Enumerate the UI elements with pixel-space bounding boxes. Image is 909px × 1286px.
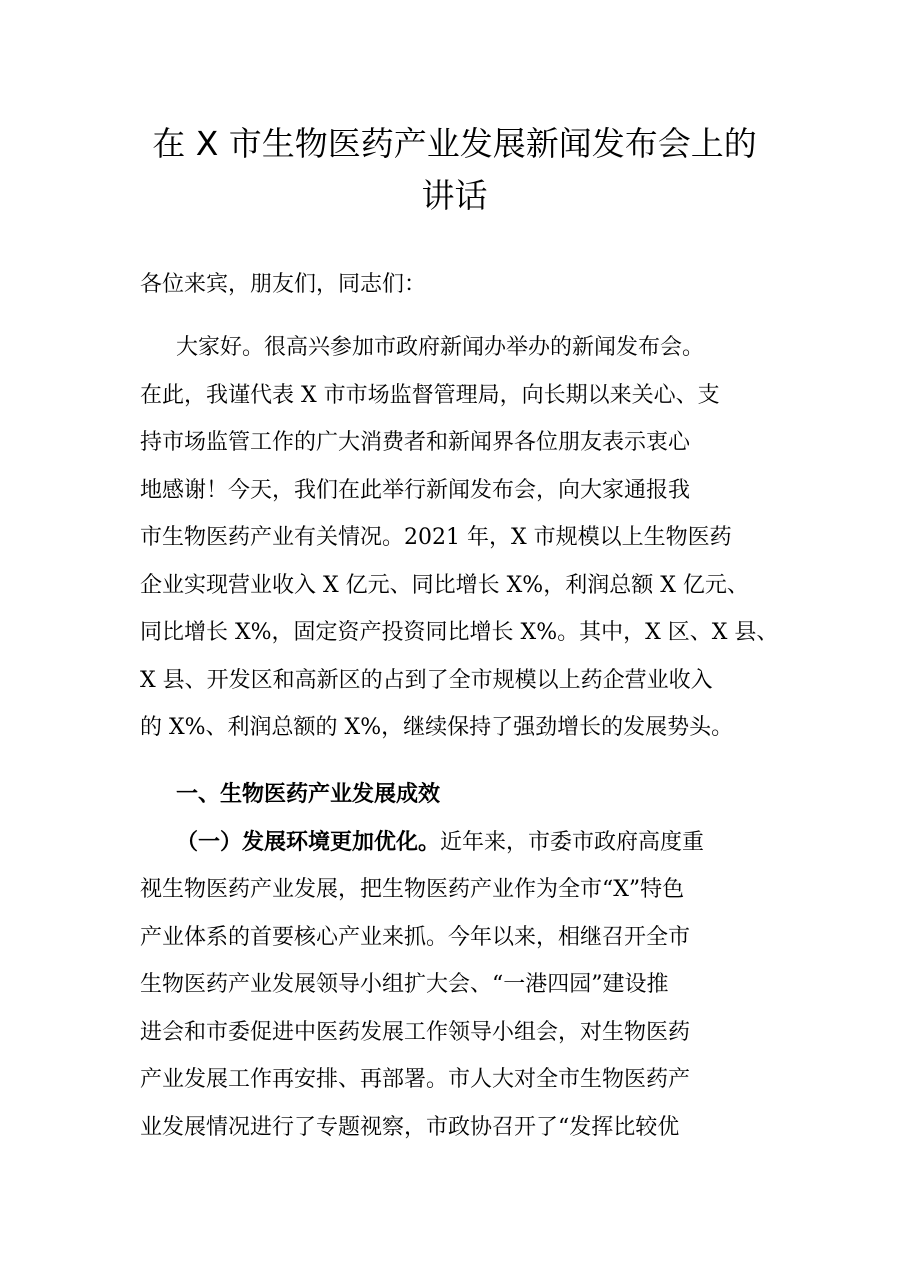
salutation: 各位来宾，朋友们，同志们： [140, 272, 427, 297]
paragraph-line: 大家好。很高兴参加市政府新闻办举办的新闻发布会。 [176, 335, 705, 360]
paragraph-line: 生物医药产业发展领导小组扩大会、“一港四园”建设推 [140, 972, 669, 997]
paragraph-line: 进会和市委促进中医药发展工作领导小组会，对生物医药 [140, 1019, 691, 1045]
paragraph-line: 企业实现营业收入 X 亿元、同比增长 X%，利润总额 X 亿元、 [140, 572, 749, 598]
paragraph-line: 同比增长 X%，固定资产投资同比增长 X%。其中，X 区、X 县、 [140, 620, 779, 645]
paragraph-line: 的 X%、利润总额的 X%，继续保持了强劲增长的发展势头。 [140, 715, 734, 740]
title-line-2: 讲话 [421, 176, 488, 215]
paragraph-line: 产业体系的首要核心产业来抓。今年以来，相继召开全市 [140, 924, 691, 950]
paragraph-line: 在此，我谨代表 X 市市场监督管理局，向长期以来关心、支 [140, 382, 720, 408]
paragraph-line: X 县、开发区和高新区的占到了全市规模以上药企营业收入 [140, 667, 713, 693]
subsection-lead-text: 近年来，市委市政府高度重 [440, 829, 705, 855]
paragraph-line: 产业发展工作再安排、再部署。市人大对全市生物医药产 [140, 1067, 691, 1092]
paragraph-line: 持市场监管工作的广大消费者和新闻界各位朋友表示衷心 [140, 430, 691, 455]
subsection-lead-line [140, 819, 780, 867]
subsection-heading: （一）发展环境更加优化。 [176, 828, 441, 855]
opening-paragraph [140, 324, 780, 752]
title-line-1: 在 X 市生物医药产业发展新闻发布会上的 [152, 124, 757, 163]
paragraph-line: 业发展情况进行了专题视察，市政协召开了“发挥比较优 [140, 1114, 680, 1140]
section-heading: 一、生物医药产业发展成效 [176, 782, 441, 807]
document-title [0, 118, 909, 222]
paragraph-line: 地感谢！今天，我们在此举行新闻发布会，向大家通报我 [140, 477, 691, 503]
paragraph-line: 市生物医药产业有关情况。2021 年，X 市规模以上生物医药 [140, 525, 732, 550]
paragraph-line: 视生物医药产业发展，把生物医药产业作为全市“X”特色 [140, 877, 685, 902]
section-one [140, 771, 780, 1151]
